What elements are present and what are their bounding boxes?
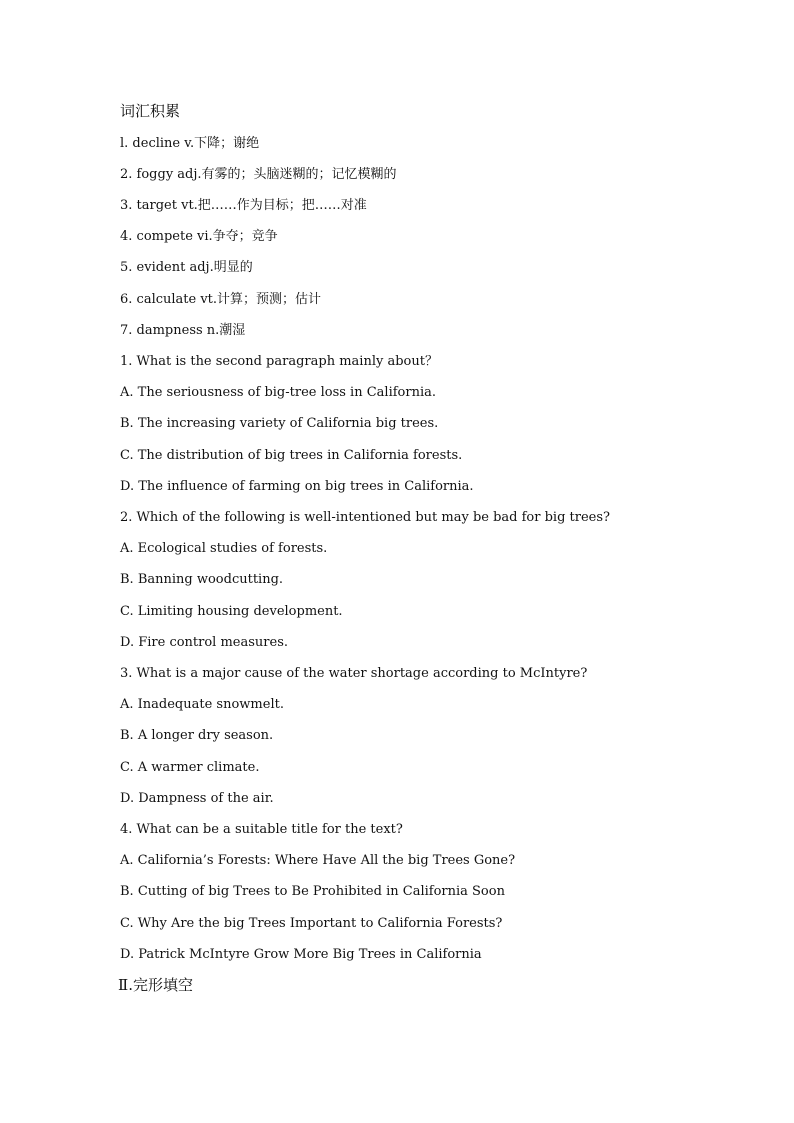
answer-option: B. Cutting of big Trees to Be Prohibited in California Soon <box>120 884 505 899</box>
answer-option: A. Ecological studies of forests. <box>120 541 328 556</box>
answer-option: D. Fire control measures. <box>120 635 289 650</box>
answer-option: C. Limiting housing development. <box>120 604 343 619</box>
answer-option: B. Banning woodcutting. <box>120 572 284 587</box>
section-title: Ⅱ.完形填空 <box>118 976 193 994</box>
question-stem: 1. What is the second paragraph mainly about？ <box>120 354 438 369</box>
answer-option: B. The increasing variety of California big trees. <box>120 416 439 431</box>
answer-option: C. A warmer climate. <box>120 760 260 775</box>
question-stem: 4. What can be a suitable title for the text? <box>120 822 403 837</box>
vocab-item: 6. calculate vt.计算；预测；估计 <box>120 292 322 307</box>
vocab-item: 4. compete vi.争夺；竞争 <box>120 229 278 244</box>
answer-option: B. A longer dry season. <box>120 728 274 743</box>
answer-option: A. California’s Forests: Where Have All the big Trees Gone? <box>120 853 516 868</box>
answer-option: D. The influence of farming on big trees in California. <box>120 479 474 494</box>
vocab-item: 2. foggy adj.有雾的；头脑迷糊的；记忆模糊的 <box>120 167 397 182</box>
answer-option: A. Inadequate snowmelt. <box>120 697 284 712</box>
section-heading: 词汇积累 <box>120 102 181 120</box>
answer-option: C. Why Are the big Trees Important to California Forests? <box>120 916 503 931</box>
answer-option: D. Patrick McIntyre Grow More Big Trees in California <box>120 947 482 962</box>
vocab-item: 5. evident adj.明显的 <box>120 260 253 275</box>
answer-option: D. Dampness of the air. <box>120 791 274 806</box>
answer-option: C. The distribution of big trees in California forests. <box>120 448 463 463</box>
question-stem: 3. What is a major cause of the water shortage according to McIntyre? <box>120 666 588 681</box>
answer-option: A. The seriousness of big-tree loss in California. <box>120 385 436 400</box>
vocab-item: 3. target vt.把……作为目标；把……对准 <box>120 198 367 213</box>
vocab-item: l. decline v.下降；谢绝 <box>120 136 260 151</box>
vocab-item: 7. dampness n.潮湿 <box>120 323 246 338</box>
question-stem: 2. Which of the following is well-intentioned but may be bad for big trees? <box>120 510 611 525</box>
